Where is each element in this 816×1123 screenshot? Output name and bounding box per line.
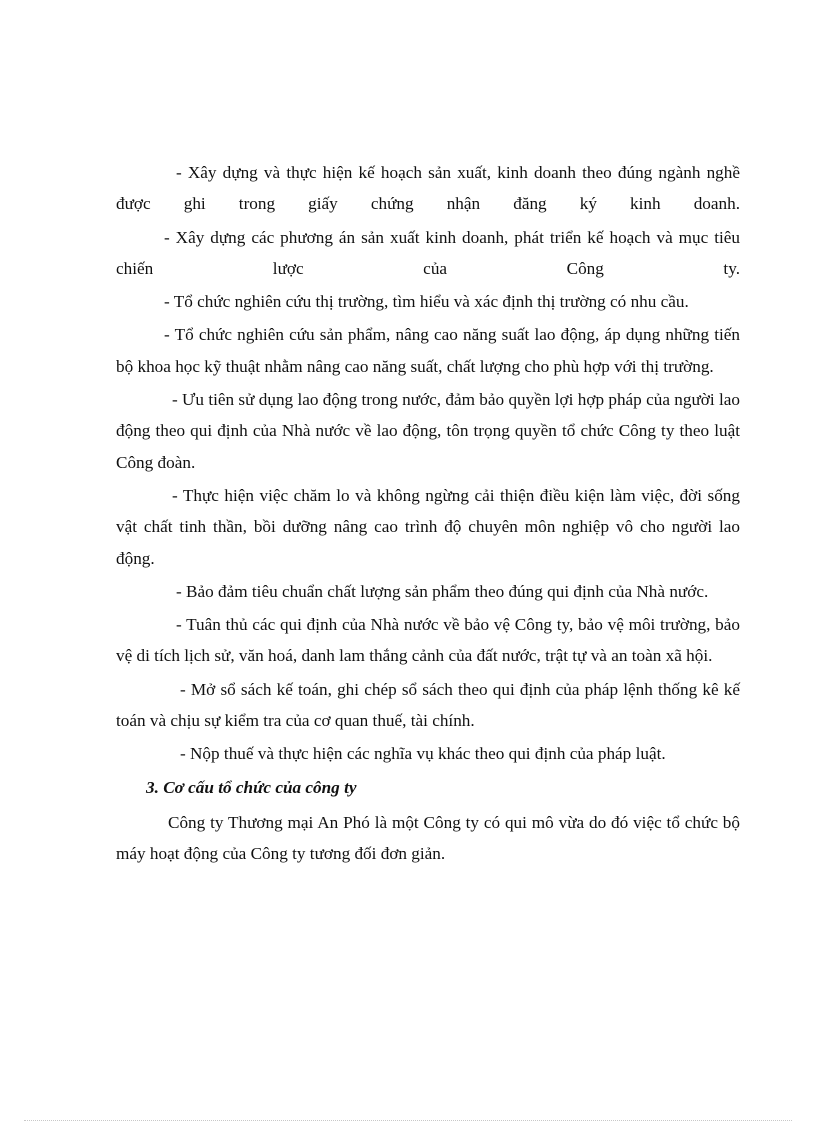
document-page (116, 157, 740, 872)
section-heading: 3. Cơ cấu tổ chức của công ty (146, 777, 357, 797)
page-bottom-divider (24, 1120, 792, 1121)
duty-paragraph-9: - Mở sổ sách kế toán, ghi chép sổ sách theo qui định của pháp lệnh thống kê kế toán và chịu sự kiểm tra của cơ quan thuế, tài chính. (116, 679, 740, 731)
duty-paragraph-5: - Ưu tiên sử dụng lao động trong nước, đảm bảo quyền lợi hợp pháp của người lao động theo qui định của Nhà nước về lao động, tôn trọng quyền tổ chức Công ty theo luật Công đoàn. (116, 390, 740, 472)
duty-paragraph-10: - Nộp thuế và thực hiện các nghĩa vụ khác theo qui định của pháp luật. (180, 744, 666, 764)
duty-paragraph-8: - Tuân thủ các qui định của Nhà nước về bảo vệ Công ty, bảo vệ môi trường, bảo vệ di tích lịch sử, văn hoá, danh lam thắng cảnh của đất nước, trật tự và an toàn xã hội. (116, 615, 740, 666)
section-body: Công ty Thương mại An Phó là một Công ty có qui mô vừa do đó việc tổ chức bộ máy hoạt động của Công ty tương đối đơn giản. (116, 812, 740, 864)
duty-paragraph-1: - Xây dựng và thực hiện kế hoạch sản xuất, kinh doanh theo đúng ngành nghề được ghi trong giấy chứng nhận đăng ký kinh doanh. (116, 163, 740, 214)
duty-paragraph-4: - Tổ chức nghiên cứu sản phẩm, nâng cao năng suất lao động, áp dụng những tiến bộ khoa học kỹ thuật nhằm nâng cao năng suất, chất lượng cho phù hợp với thị trường. (116, 325, 740, 376)
duty-paragraph-6: - Thực hiện việc chăm lo và không ngừng cải thiện điều kiện làm việc, đời sống vật chất tinh thần, bồi dưỡng nâng cao trình độ chuyên môn nghiệp vô cho người lao động. (116, 485, 740, 568)
duty-paragraph-2: - Xây dựng các phương án sản xuất kinh doanh, phát triển kế hoạch và mục tiêu chiến lược của Công ty. (116, 227, 740, 278)
duty-paragraph-7: - Bảo đảm tiêu chuẩn chất lượng sản phẩm theo đúng qui định của Nhà nước. (176, 581, 709, 601)
duty-paragraph-3: - Tổ chức nghiên cứu thị trường, tìm hiểu và xác định thị trường có nhu cầu. (164, 292, 689, 312)
